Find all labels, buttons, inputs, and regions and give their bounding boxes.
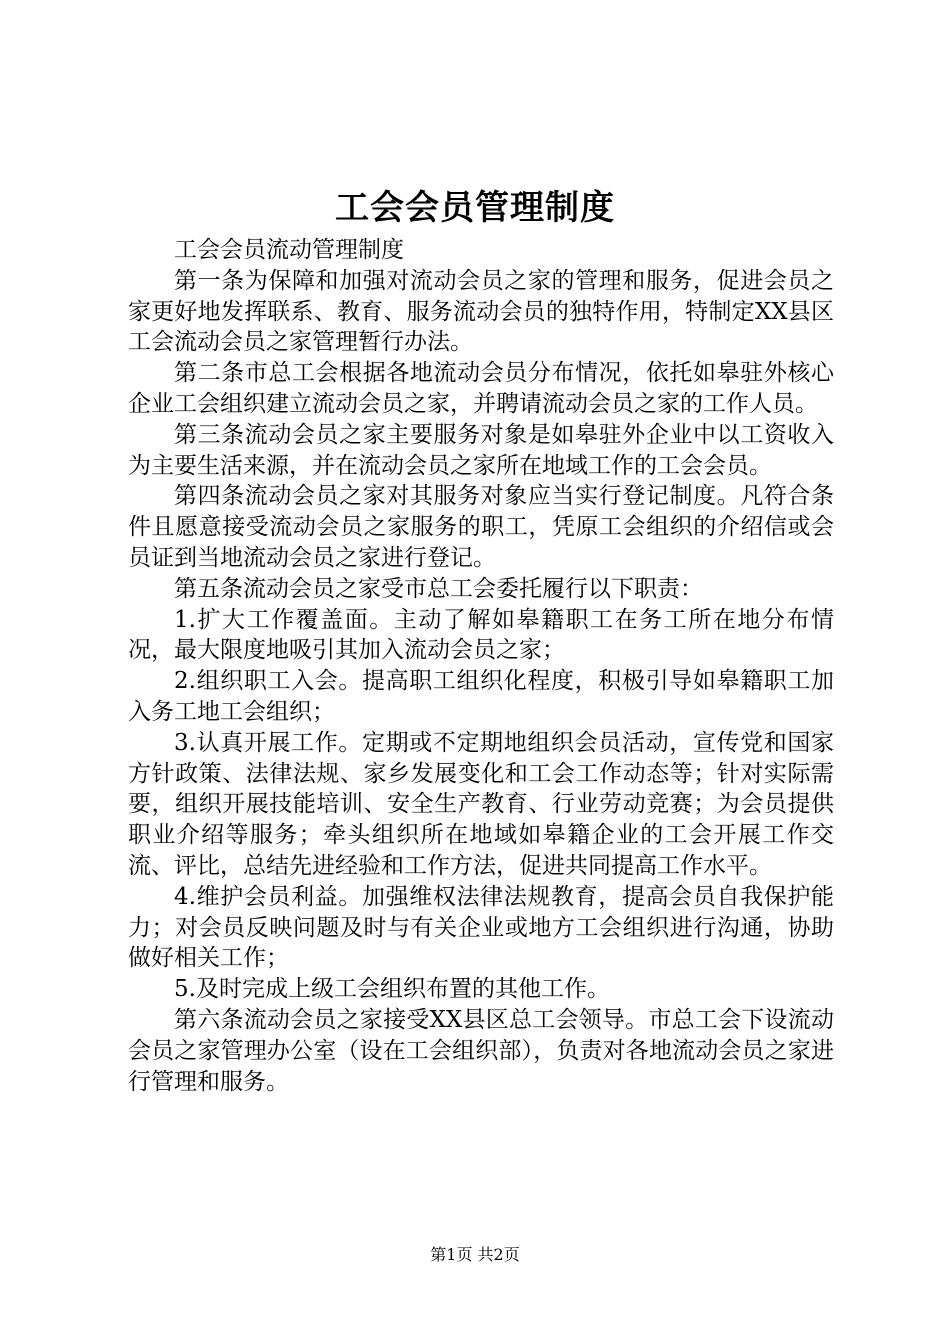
article-6-paragraph: 第六条流动会员之家接受XX县区总工会领导。市总工会下设流动会员之家管理办公室（设在工会组织部），负责对各地流动会员之家进行管理和服务。 — [128, 1006, 834, 1095]
duty-3-paragraph: 3.认真开展工作。定期或不定期地组织会员活动，宣传党和国家方针政策、法律法规、家乡发展变化和工会工作动态等；针对实际需要，组织开展技能培训、安全生产教育、行业劳动竞赛；为会员提供职业介绍等服务；牵头组织所在地域如皋籍企业的工会开展工作交流、评比，总结先进经验和工作方法，促进共同提高工作水平。 — [128, 729, 834, 879]
article-3-paragraph: 第三条流动会员之家主要服务对象是如皋驻外企业中以工资收入为主要生活来源，并在流动会员之家所在地域工作的工会会员。 — [128, 421, 834, 479]
duty-2-paragraph: 2.组织职工入会。提高职工组织化程度，积极引导如皋籍职工加入务工地工会组织； — [128, 668, 834, 725]
article-5-paragraph: 第五条流动会员之家受市总工会委托履行以下职责： — [174, 575, 703, 602]
duty-1-paragraph: 1.扩大工作覆盖面。主动了解如皋籍职工在务工所在地分布情况，最大限度地吸引其加入流动会员之家； — [128, 606, 834, 664]
subtitle-paragraph: 工会会员流动管理制度 — [174, 237, 404, 263]
article-1-paragraph: 第一条为保障和加强对流动会员之家的管理和服务，促进会员之家更好地发挥联系、教育、服务流动会员的独特作用，特制定XX县区工会流动会员之家管理暂行办法。 — [128, 267, 834, 356]
duty-5-paragraph: 5.及时完成上级工会组织布置的其他工作。 — [174, 976, 610, 1003]
page-footer: 第1页 共2页 — [430, 1245, 520, 1264]
article-4-paragraph: 第四条流动会员之家对其服务对象应当实行登记制度。凡符合条件且愿意接受流动会员之家服务的职工，凭原工会组织的介绍信或会员证到当地流动会员之家进行登记。 — [128, 483, 834, 571]
document-body — [128, 235, 834, 1097]
document-title: 工会会员管理制度 — [335, 188, 615, 228]
duty-4-paragraph: 4.维护会员利益。加强维权法律法规教育，提高会员自我保护能力；对会员反映问题及时与有关企业或地方工会组织进行沟通，协助做好相关工作； — [128, 883, 834, 972]
article-2-paragraph: 第二条市总工会根据各地流动会员分布情况，依托如皋驻外核心企业工会组织建立流动会员之家，并聘请流动会员之家的工作人员。 — [128, 360, 834, 417]
